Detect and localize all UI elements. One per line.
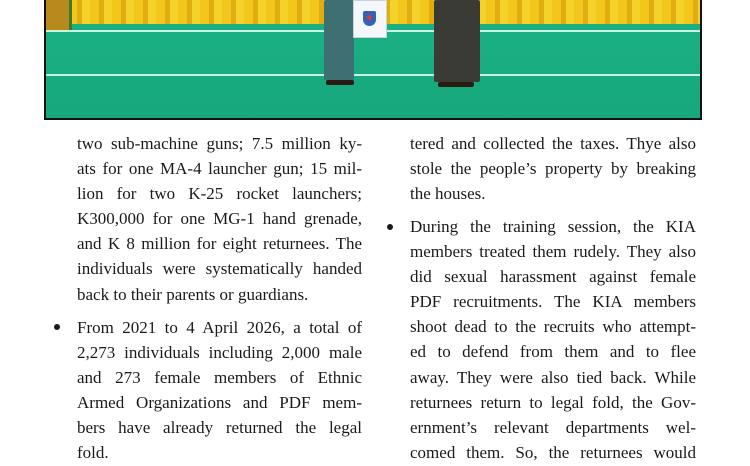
text-line: bers have already returned the legal [77, 418, 362, 438]
text-line: stole the people’s property by breaking [410, 159, 696, 179]
text-line: members treated them rudely. They also [410, 242, 696, 262]
left-bullet-item [77, 315, 362, 466]
certificate [353, 0, 387, 38]
curtain-drape [46, 0, 72, 30]
text-line: PDF recruitments. The KIA members [410, 292, 696, 312]
emblem-icon [363, 11, 376, 26]
text-line: From 2021 to 4 April 2026, a total of [77, 318, 362, 337]
text-line: fold. [77, 443, 109, 463]
ceremony-photo [44, 0, 702, 120]
floor-marking [46, 74, 700, 76]
right-bullet-item [410, 214, 696, 465]
text-line: comed them. So, the returnees would [410, 442, 696, 462]
text-line: back to their parents or guardians. [77, 284, 309, 304]
text-line: returnees return to legal fold, the Gov- [410, 392, 696, 412]
person-right [432, 0, 484, 90]
text-line: the houses. [410, 184, 486, 204]
text-line: and 273 female members of Ethnic [77, 368, 362, 388]
left-paragraph [77, 131, 362, 307]
text-line: ernment’s relevant departments wel- [410, 417, 696, 437]
text-line: lion for two K-25 rocket launchers; [77, 184, 362, 204]
text-line: K300,000 for one MG-1 hand grenade, [77, 209, 362, 229]
text-line: Armed Organizations and PDF mem- [77, 393, 362, 413]
text-line: individuals were systematically handed [77, 259, 362, 279]
bullet-icon [54, 324, 60, 330]
text-line: ats for one MA-4 launcher gun; 15 mil- [77, 159, 362, 179]
text-line: away. They were also tied back. While [410, 367, 696, 387]
text-line: tered and collected the taxes. Thye also [410, 134, 696, 153]
text-line: ed to defend from them and to flee [410, 342, 696, 362]
left-column [77, 131, 362, 307]
text-line: and K 8 million for eight returnees. The [77, 234, 362, 254]
text-line: two sub-machine guns; 7.5 million ky- [77, 134, 362, 153]
text-line: did sexual harassment against female [410, 267, 696, 287]
right-column [410, 131, 696, 206]
text-line: 2,273 individuals including 2,000 male [77, 343, 362, 363]
bullet-icon [387, 224, 393, 230]
text-line: During the training session, the KIA [410, 217, 696, 236]
text-line: shoot dead to the recruits who attempt- [410, 317, 696, 337]
